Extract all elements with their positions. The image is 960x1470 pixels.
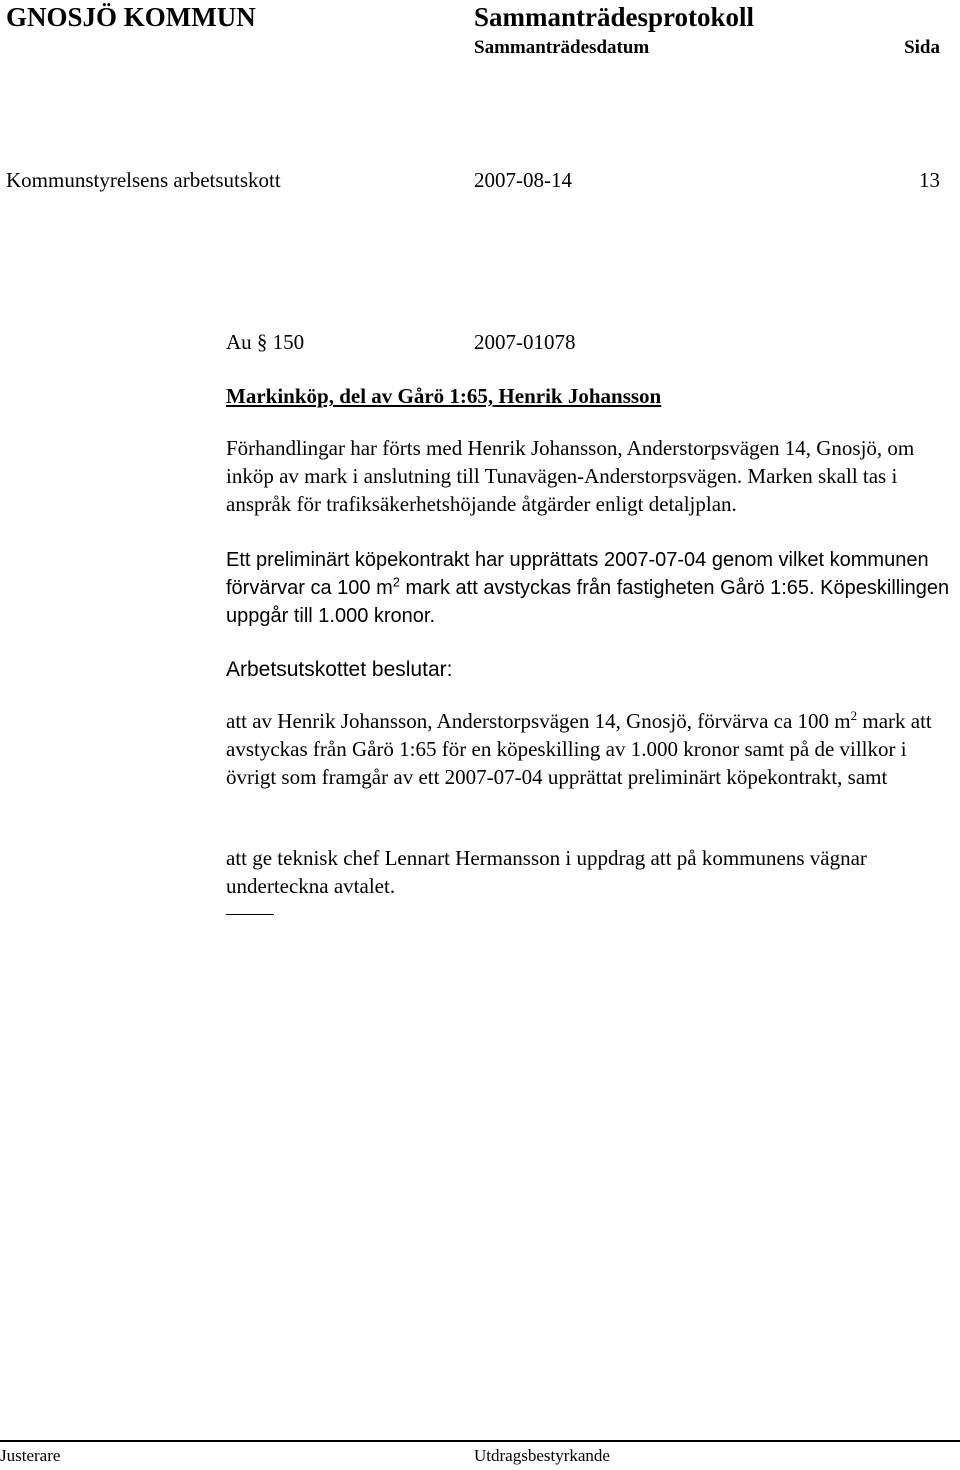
footer-divider <box>0 1440 960 1442</box>
decision-heading: Arbetsutskottet beslutar: <box>226 658 453 681</box>
paragraph-2-text-a: Ett preliminärt köpekontrakt har upprättats 2007-07-04 genom vilket kommunen förvärvar ca 100 m <box>226 549 929 599</box>
certified-label: Utdragsbestyrkande <box>474 1446 610 1465</box>
checker-label: Justerare <box>0 1446 61 1465</box>
superscript-2: 2 <box>850 708 858 723</box>
case-number: 2007-01078 <box>474 330 576 354</box>
superscript-2: 2 <box>392 574 400 590</box>
page-label: Sida <box>904 37 940 58</box>
decision-2: att ge teknisk chef Lennart Hermansson i uppdrag att på kommunens vägnar underteckna avtalet. <box>226 846 867 898</box>
document-type: Sammanträdesprotokoll <box>474 2 755 32</box>
item-number: Au § 150 <box>226 330 305 354</box>
meeting-date: 2007-08-14 <box>474 168 572 192</box>
paragraph-1: Förhandlingar har förts med Henrik Johansson, Anderstorpsvägen 14, Gnosjö, om inköp av mark i anslutning till Tunavägen-Anderstorpsvägen. Marken skall tas i anspråk för trafiksäkerhetshöjande åtgärder enligt detaljplan. <box>226 436 915 516</box>
item-title: Markinköp, del av Gårö 1:65, Henrik Johansson <box>226 384 662 408</box>
decision-1 <box>226 707 960 791</box>
meeting-body: Kommunstyrelsens arbetsutskott <box>6 168 281 192</box>
decision-1-text-b: mark att avstyckas från Gårö 1:65 för en köpeskilling av 1.000 kronor samt på de villkor i övrigt som framgår av ett 2007-07-04 upprättat preliminärt köpekontrakt, samt <box>226 709 932 789</box>
date-label: Sammanträdesdatum <box>474 37 650 58</box>
organization-name: GNOSJÖ KOMMUN <box>6 2 256 32</box>
item-reference <box>226 330 960 355</box>
decision-1-text-a: att av Henrik Johansson, Anderstorpsvägen 14, Gnosjö, förvärva ca 100 m <box>226 709 851 733</box>
paragraph-2-text-b: mark att avstyckas från fastigheten Gårö 1:65. Köpeskillingen uppgår till 1.000 kronor. <box>226 577 950 627</box>
section-end-line <box>226 914 274 915</box>
paragraph-2 <box>226 546 960 630</box>
page-number: 13 <box>919 168 940 192</box>
